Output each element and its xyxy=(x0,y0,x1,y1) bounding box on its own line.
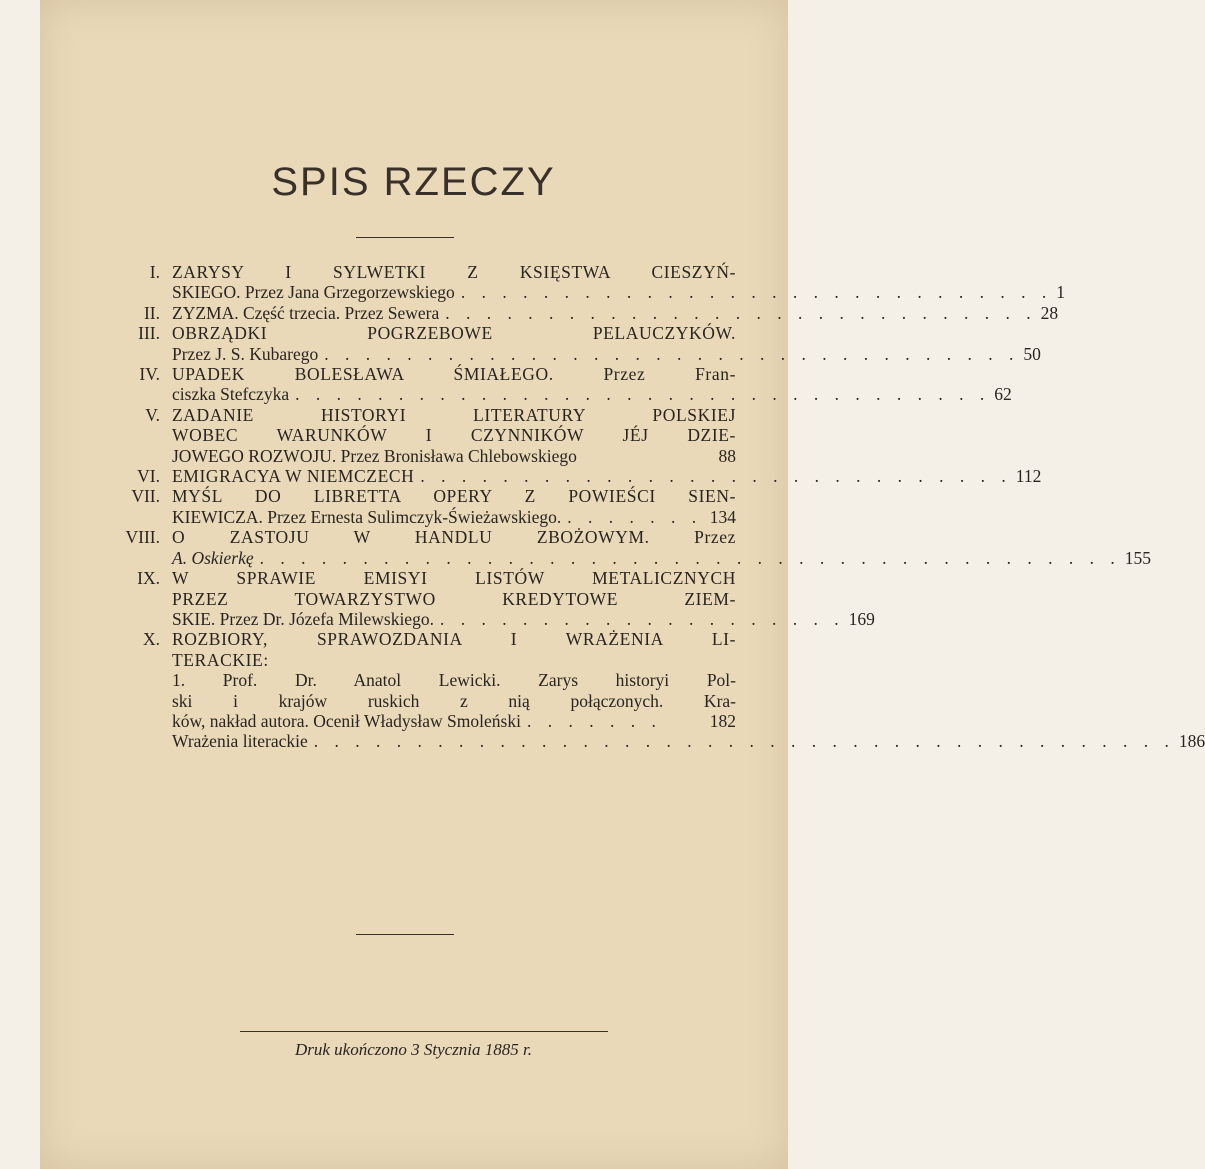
entry-line: OBRZĄDKI POGRZEBOWE PELAUCZYKÓW. xyxy=(172,323,736,344)
entry-line: W SPRAWIE EMISYI LISTÓW METALICZNYCH xyxy=(172,568,736,589)
entry-line: SKIE. Przez Dr. Józefa Milewskiego. xyxy=(172,608,434,629)
entry-line: ZARYSY I SYLWETKI Z KSIĘSTWA CIESZYŃ- xyxy=(172,262,736,282)
entry-page: 186 xyxy=(1178,731,1205,752)
toc-entry xyxy=(120,527,1152,568)
entry-page: 1 xyxy=(1056,282,1065,303)
entry-number: VII. xyxy=(131,486,160,507)
subentry-line: 1. Prof. Dr. Anatol Lewicki. Zarys historyi Pol- xyxy=(172,670,736,691)
leader-dots: . . . . . . . . . . . . . . . . . . . . . . . . . . . . . xyxy=(420,466,1012,487)
entry-line: PRZEZ TOWARZYSTWO KREDYTOWE ZIEM- xyxy=(172,588,736,609)
entry-number: VI. xyxy=(137,466,160,487)
entry-page: 134 xyxy=(709,506,736,527)
leader-dots: . . . . . . . xyxy=(526,710,662,731)
leader-dots: . . . . . . . . . . . . . . . . . . . . . . . . . . . . . . . . . . . . . . . . . . xyxy=(259,547,1121,568)
toc-entry xyxy=(120,466,1042,487)
entry-page: 169 xyxy=(848,608,875,629)
leader-dots: . . . . . . . . . . . . . . . . . . . . . . . . . . . . . . . . . . . . . . . . . . xyxy=(313,731,1175,752)
subentry-line: Wrażenia literackie xyxy=(172,731,308,752)
toc-entry xyxy=(120,568,875,629)
section-divider xyxy=(356,934,454,935)
entry-number: III. xyxy=(138,323,160,344)
entry-number: V. xyxy=(145,404,160,425)
entry-line: O ZASTOJU W HANDLU ZBOŻOWYM. Przez xyxy=(172,527,736,548)
leader-dots: . . . . . . . xyxy=(567,506,703,527)
leader-dots: . . . . . . . . . . . . . . . . . . . . . . . . . . . . . xyxy=(460,282,1053,303)
entry-page: 112 xyxy=(1015,466,1042,487)
entry-number: IX. xyxy=(137,568,160,589)
entry-line: Przez J. S. Kubarego xyxy=(172,343,319,364)
entry-number: I. xyxy=(149,262,160,282)
entry-page: 50 xyxy=(1023,343,1041,364)
entry-line: UPADEK BOLESŁAWA ŚMIAŁEGO. Przez Fran- xyxy=(172,364,736,385)
leader-dots: . . . . . . . . . . . . . . . . . . . . . . . . . . . . . xyxy=(445,302,1037,323)
leader-dots: . . . . . . . . . . . . . . . . . . . . . . . . . . . . . . . . . . xyxy=(295,384,991,405)
entry-number: II. xyxy=(143,302,160,323)
entry-line: KIEWICZA. Przez Ernesta Sulimczyk-Świeżawskiego. xyxy=(172,506,562,527)
colophon-text: Druk ukończono 3 Stycznia 1885 r. xyxy=(294,1040,533,1059)
entry-number: VIII. xyxy=(125,527,160,548)
entry-page: 182 xyxy=(709,710,736,731)
title-divider xyxy=(356,237,454,238)
toc-entry xyxy=(120,486,736,527)
toc-entry xyxy=(120,302,1059,323)
entry-line: TERACKIE: xyxy=(172,649,269,670)
entry-line: WOBEC WARUNKÓW I CZYNNIKÓW JÉJ DZIE- xyxy=(172,425,736,446)
toc-entry xyxy=(120,629,1205,752)
entry-number: IV. xyxy=(139,364,160,385)
entry-number: X. xyxy=(142,629,160,650)
toc-entry xyxy=(120,262,1065,303)
entry-line: ciszka Stefczyka xyxy=(172,384,290,405)
entry-line: A. Oskierkę xyxy=(172,547,254,568)
entry-page: 28 xyxy=(1040,302,1059,323)
page-title: SPIS RZECZY xyxy=(271,160,556,204)
entry-page: 62 xyxy=(994,384,1012,405)
entry-line: MYŚL DO LIBRETTA OPERY Z POWIEŚCI SIEN- xyxy=(172,486,736,507)
entry-page: 88 xyxy=(718,445,736,466)
toc-entry xyxy=(120,364,1012,405)
subentry-line: ski i krajów ruskich z nią połączonych. Kra- xyxy=(172,690,736,711)
toc-entry xyxy=(120,323,1041,364)
entry-line: ZADANIE HISTORYI LITERATURY POLSKIEJ xyxy=(172,404,736,425)
toc-entry xyxy=(120,405,736,466)
entry-line: EMIGRACYA W NIEMCZECH xyxy=(172,466,415,487)
entry-line: JOWEGO ROZWOJU. Przez Bronisława Chlebowskiego xyxy=(172,445,577,466)
leader-dots: . . . . . . . . . . . . . . . . . . . . xyxy=(439,608,845,629)
entry-line: ROZBIORY, SPRAWOZDANIA I WRAŻENIA LI- xyxy=(172,629,736,650)
leader-dots: . . . . . . . . . . . . . . . . . . . . . . . . . . . . . . . . . . xyxy=(324,343,1020,364)
colophon-rule xyxy=(240,1031,608,1032)
table-of-contents xyxy=(120,262,1205,752)
entry-line: SKIEGO. Przez Jana Grzegorzewskiego xyxy=(172,282,455,303)
entry-line: ZYZMA. Część trzecia. Przez Sewera xyxy=(172,302,440,323)
subentry-line: ków, nakład autora. Ocenił Władysław Smoleński xyxy=(172,710,521,731)
entry-page: 155 xyxy=(1124,547,1152,568)
